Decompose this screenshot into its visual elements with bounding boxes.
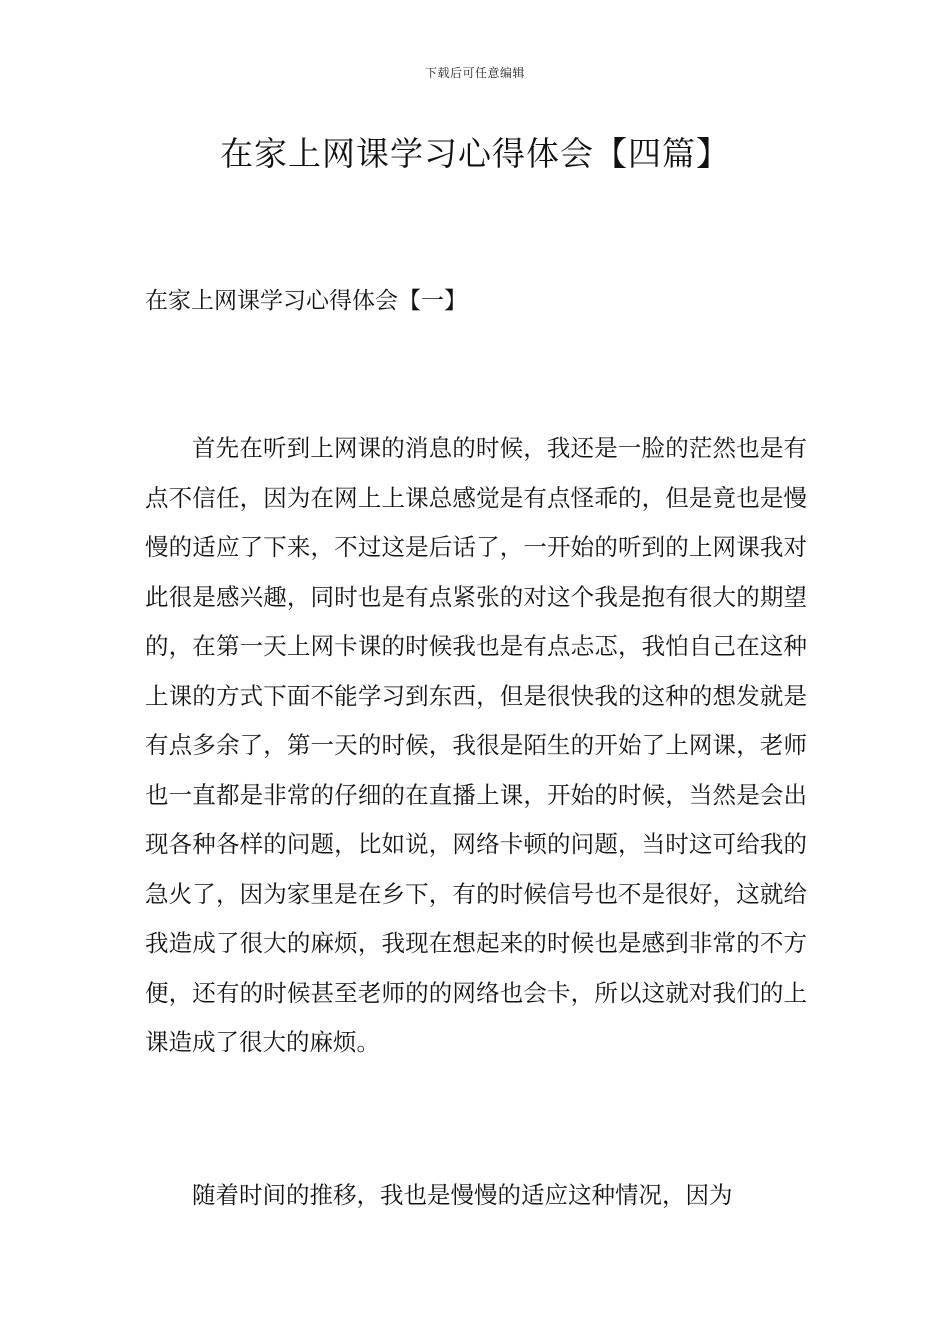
body-paragraph-2: 随着时间的推移，我也是慢慢的适应这种情况，因为 <box>192 1181 733 1209</box>
body-paragraph-1: 首先在听到上网课的消息的时候，我还是一脸的茫然也是有点不信任，因为在网上上课总感觉是有点怪乖的，但是竟也是慢慢的适应了下来，不过这是后话了，一开始的听到的上网课我对此很是感兴趣，同时也是有点紧张的对这个我是抱有很大的期望的，在第一天上网卡课的时候我也是有点忐忑，我怕自己在这种上课的方式下面不能学习到东西，但是很快我的这种的想发就是有点多余了，第一天的时候，我很是陌生的开始了上网课，老师也一直都是非常的仔细的在直播上课，开始的时候，当然是会出现各种各样的问题，比如说，网络卡顿的问题，当时这可给我的急火了，因为家里是在乡下，有的时候信号也不是很好，这就给我造成了很大的麻烦，我现在想起来的时候也是感到非常的不方便，还有的时候甚至老师的的网络也会卡，所以这就对我们的上课造成了很大的麻烦。 <box>145 434 807 1056</box>
document-title: 在家上网课学习心得体会【四篇】 <box>220 134 730 173</box>
section-heading: 在家上网课学习心得体会【一】 <box>145 288 467 314</box>
header-note: 下载后可任意编辑 <box>424 66 525 80</box>
